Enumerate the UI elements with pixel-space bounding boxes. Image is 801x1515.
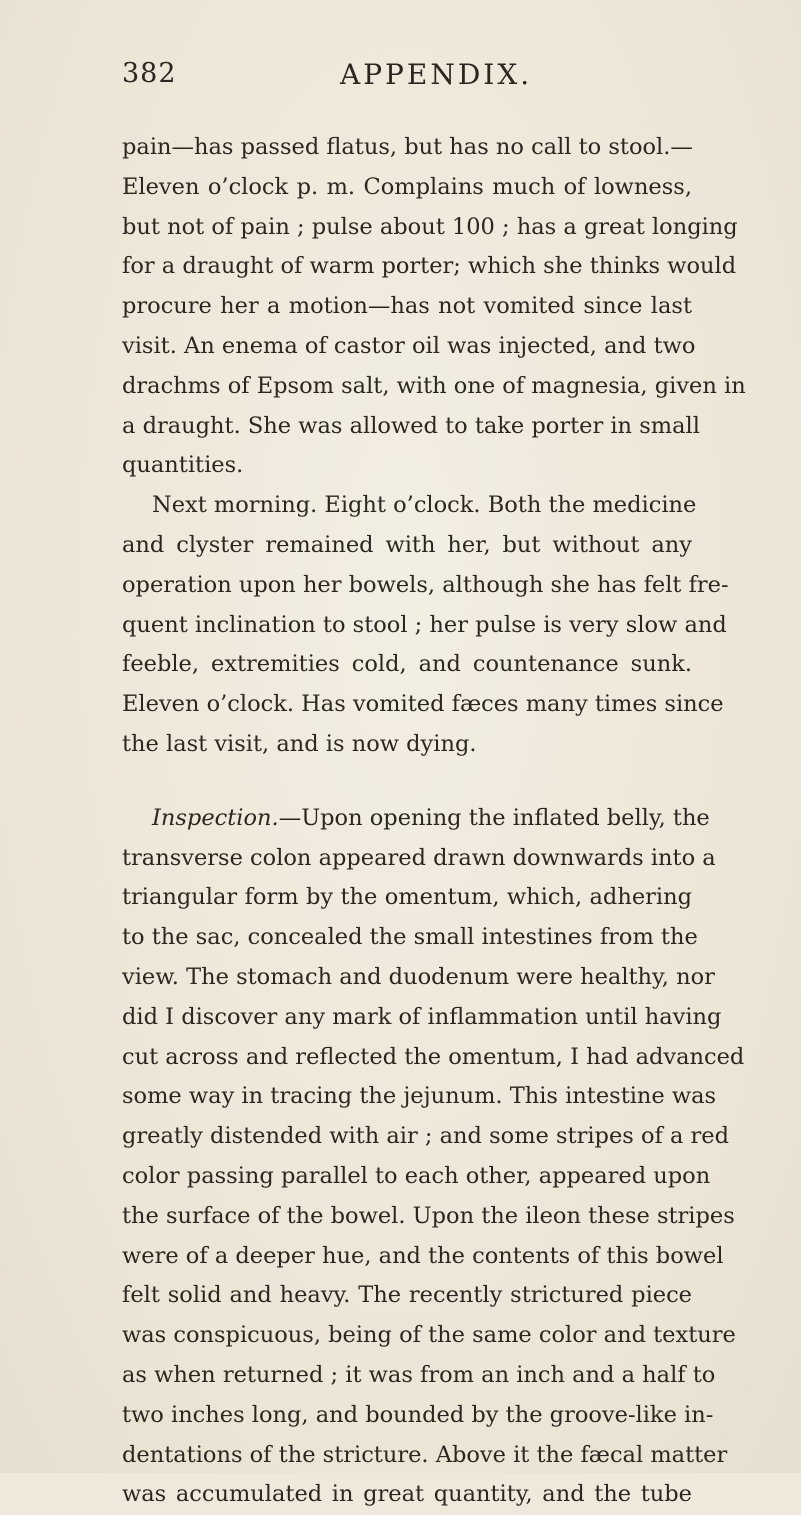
text-line: color passing parallel to each other, appeared upon — [122, 1162, 711, 1189]
text-line: two inches long, and bounded by the groove-like in- — [122, 1401, 714, 1428]
text-line: a draught. She was allowed to take porter in small — [122, 412, 700, 439]
text-line: dentations of the stricture. Above it the fæcal matter — [122, 1441, 728, 1468]
text-line: drachms of Epsom salt, with one of magnesia, given in — [122, 372, 746, 399]
text-line: but not of pain ; pulse about 100 ; has a great longing — [122, 213, 738, 240]
paragraph-symptoms — [122, 128, 746, 486]
text-line: was conspicuous, being of the same color and texture — [122, 1322, 736, 1349]
inspection-heading: Inspection. — [152, 804, 279, 831]
text-line: the last visit, and is now dying. — [122, 730, 477, 757]
text-line: view. The stomach and duodenum were healthy, nor — [122, 963, 715, 990]
text-line: pain—has passed flatus, but has no call to stool.— — [122, 134, 693, 160]
paragraph-next-morning — [122, 486, 729, 765]
text-line — [122, 799, 710, 839]
text-line: did I discover any mark of inflammation until having — [122, 1003, 722, 1030]
text-line: operation upon her bowels, although she has felt fre- — [122, 571, 729, 598]
text-line: quent inclination to stool ; her pulse is very slow and — [122, 611, 727, 638]
paragraph-gap — [122, 765, 692, 799]
text-line: transverse colon appeared drawn downwards into a — [122, 844, 716, 871]
text-line: cut across and reflected the omentum, I had advanced — [122, 1043, 745, 1070]
text-line: greatly distended with air ; and some stripes of a red — [122, 1123, 730, 1150]
running-head — [0, 58, 801, 98]
text-line: feeble, extremities cold, and countenance sunk. — [122, 651, 692, 678]
body-text — [122, 128, 746, 1515]
text-line: some way in tracing the jejunum. This intestine was — [122, 1083, 717, 1110]
text-line-continuation: —Upon opening the inflated belly, the — [278, 804, 710, 831]
text-line: visit. An enema of castor oil was injected, and two — [122, 332, 696, 359]
text-line: triangular form by the omentum, which, adhering — [122, 884, 692, 911]
page-number: 382 — [122, 58, 177, 89]
text-line: Next morning. Eight o’clock. Both the medicine — [152, 492, 697, 519]
text-line: quantities. — [122, 452, 244, 479]
text-line: for a draught of warm porter; which she thinks would — [122, 253, 737, 280]
text-line: and clyster remained with her, but without any — [122, 531, 692, 558]
text-line: were of a deeper hue, and the contents of this bowel — [122, 1242, 724, 1269]
text-line: Eleven o’clock p. m. Complains much of lowness, — [122, 173, 692, 200]
text-line: the surface of the bowel. Upon the ileon these stripes — [122, 1202, 735, 1229]
text-line: Eleven o’clock. Has vomited fæces many times since — [122, 691, 724, 718]
text-line: procure her a motion—has not vomited since last — [122, 293, 692, 320]
paragraph-inspection — [122, 799, 745, 1515]
text-line: felt solid and heavy. The recently strictured piece — [122, 1282, 692, 1309]
running-title: APPENDIX. — [340, 58, 533, 91]
text-line: was accumulated in great quantity, and the tube — [122, 1481, 692, 1508]
text-line: to the sac, concealed the small intestines from the — [122, 924, 698, 951]
text-line: as when returned ; it was from an inch and a half to — [122, 1361, 716, 1388]
